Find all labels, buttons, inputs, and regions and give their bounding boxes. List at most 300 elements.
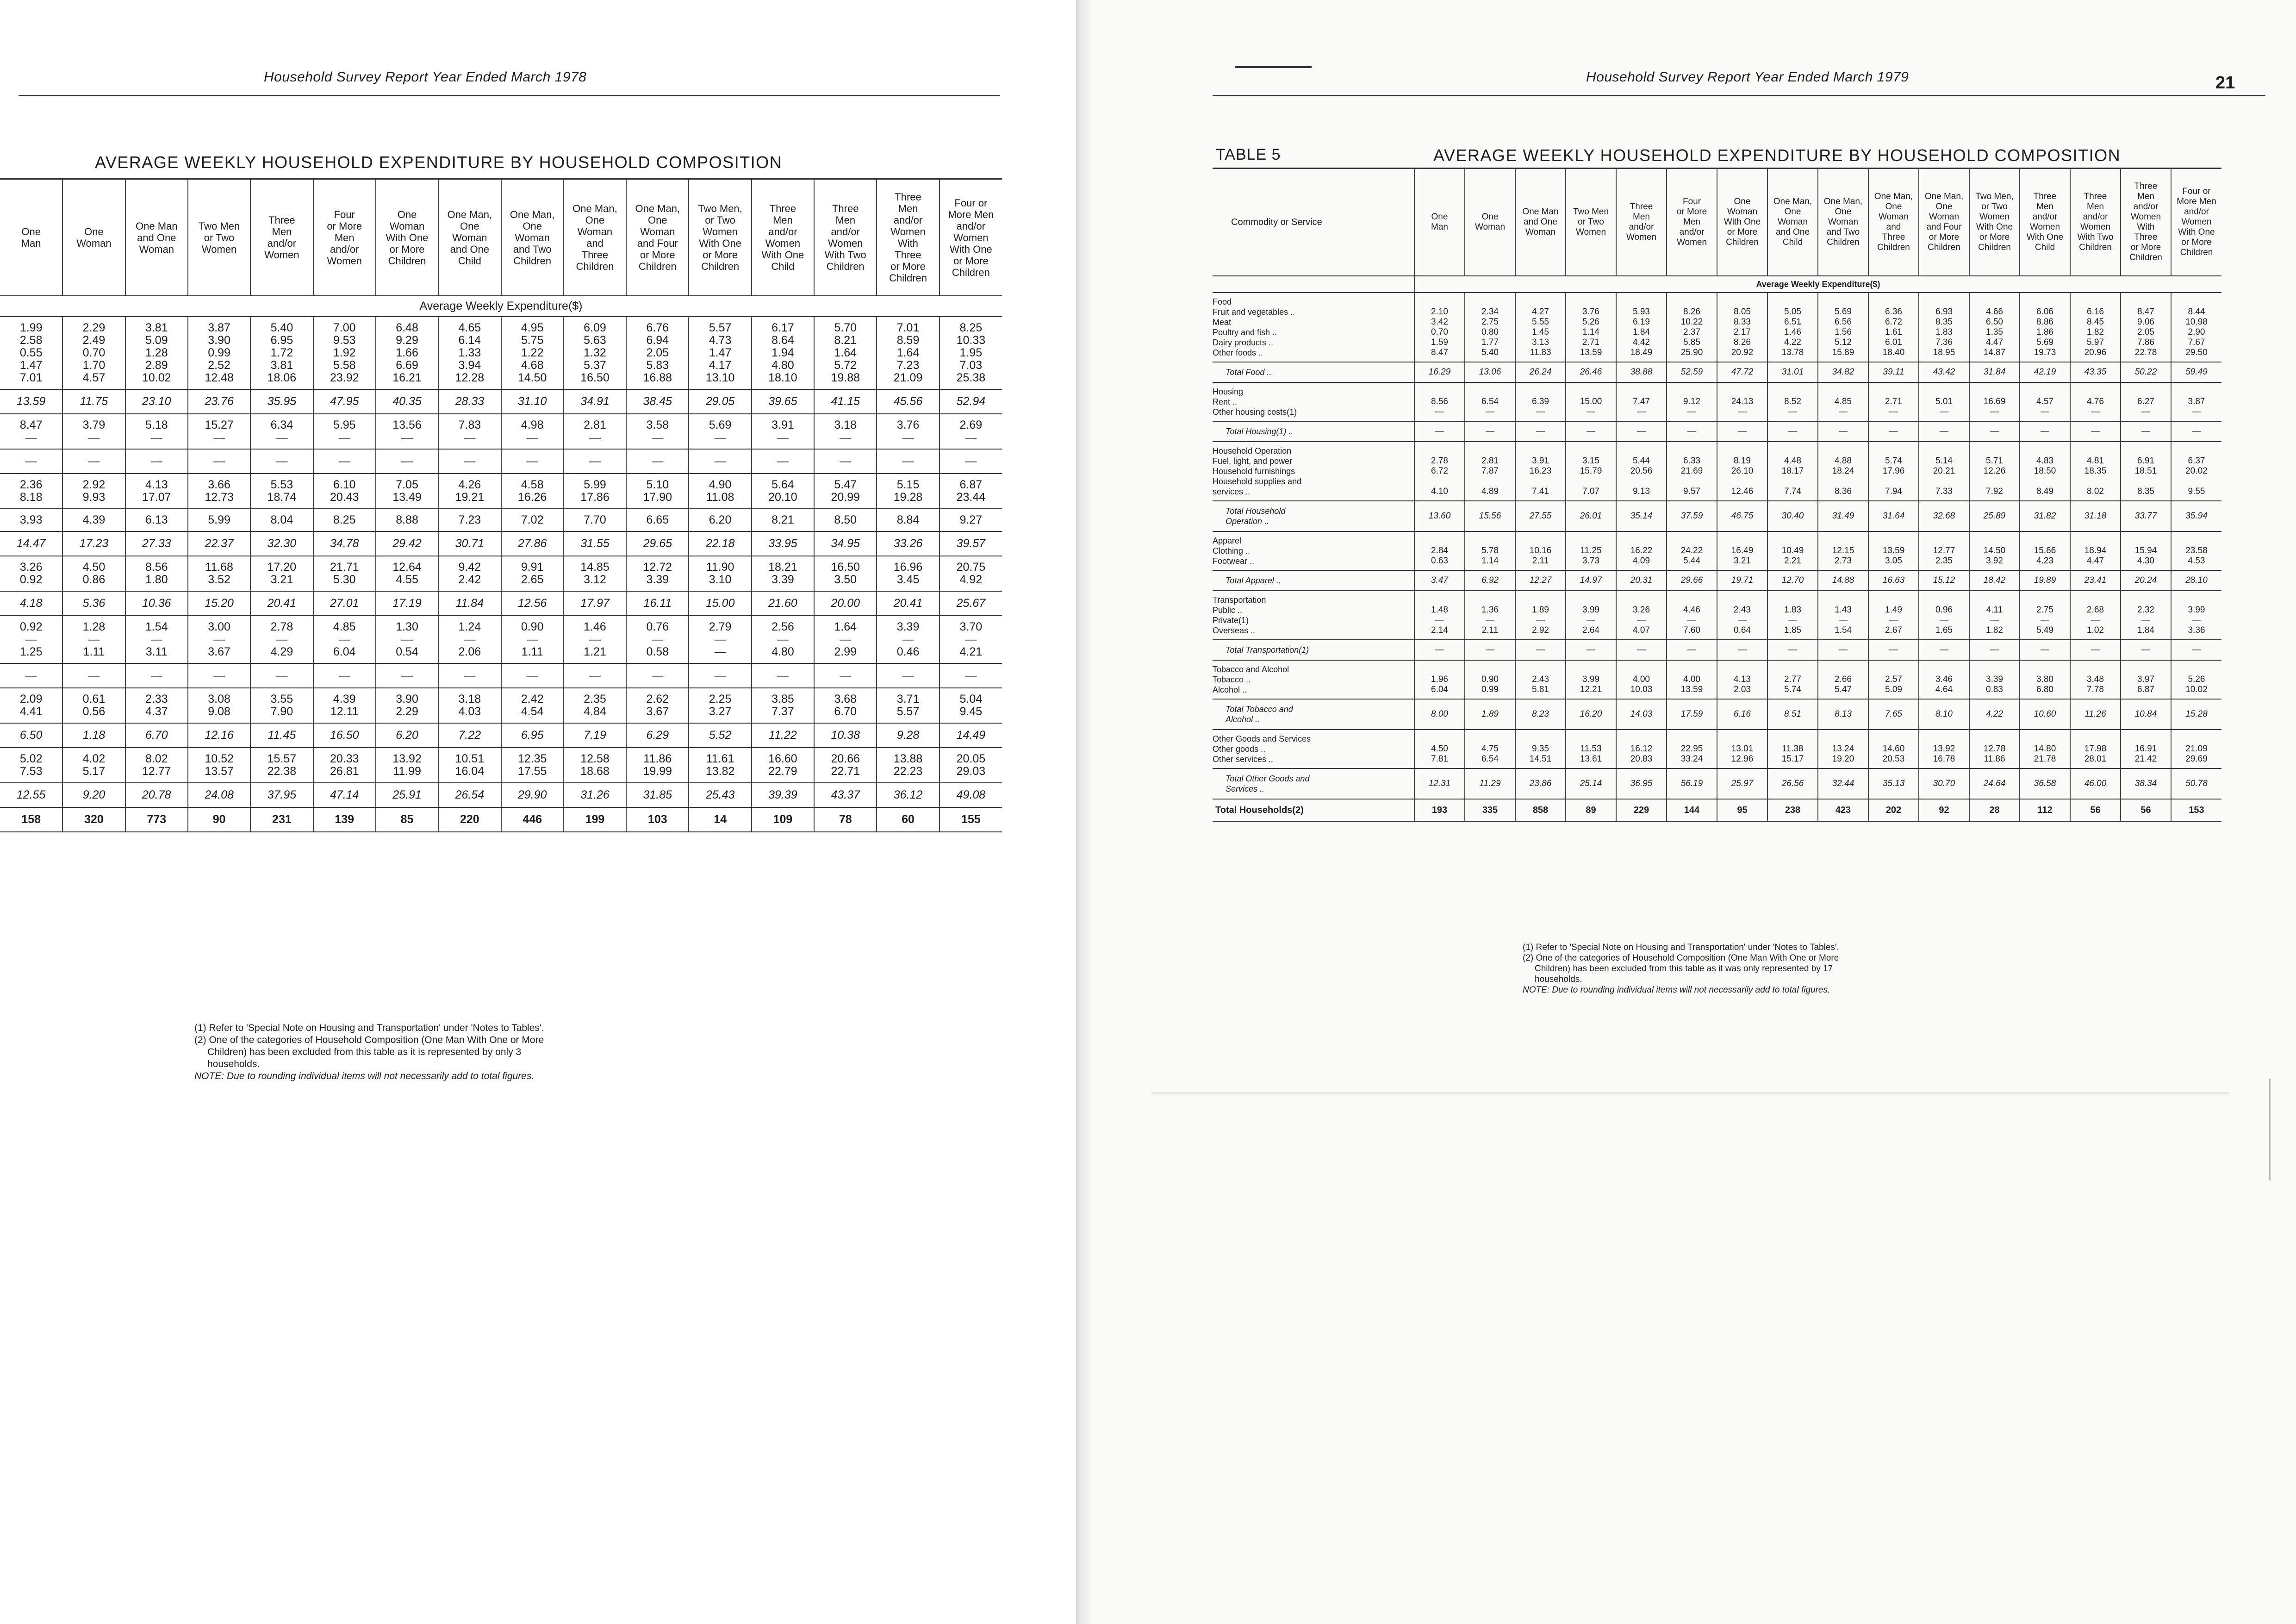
table-cell: 2.32 — 1.84 — [2121, 591, 2171, 640]
table-cell: — — [1566, 640, 1616, 660]
table-cell: 3.00 — 3.67 — [188, 616, 250, 663]
table-cell: — — [689, 663, 751, 688]
table-cell: — — [188, 449, 250, 474]
table-cell: 4.46 — 7.60 — [1667, 591, 1717, 640]
table-cell: 9.20 — [62, 783, 125, 807]
table-cell: 24.13 — — [1717, 382, 1767, 421]
table-cell: 18.21 3.39 — [752, 556, 814, 591]
table-cell: 4.00 10.03 — [1616, 660, 1667, 699]
column-header: Three Men and/or Women With Two Children — [814, 179, 877, 296]
table-cell: 23.10 — [125, 389, 188, 414]
book-spine — [1076, 0, 1091, 1624]
column-header: Three Men and/or Women — [250, 179, 313, 296]
table-cell: — — [2020, 640, 2070, 660]
table-cell: 2.77 5.74 — [1767, 660, 1818, 699]
table-cell: 95 — [1717, 799, 1767, 821]
table-cell: 6.10 20.43 — [313, 474, 376, 509]
table-cell: 5.44 20.56 9.13 — [1616, 442, 1667, 501]
table-cell: 52.94 — [940, 389, 1002, 414]
table-cell: 3.71 5.57 — [877, 688, 939, 723]
table-cell: 8.56 — — [1414, 382, 1465, 421]
table-cell: 7.65 — [1868, 699, 1919, 730]
table-cell: 2.43 — 0.64 — [1717, 591, 1767, 640]
table-cell: 28 — [1969, 799, 2020, 821]
table-cell: 15.00 — [689, 591, 751, 616]
right-note-italic: NOTE: Due to rounding individual items will not necessarily add to total figures. — [1523, 985, 1830, 995]
data-row — [0, 556, 1002, 591]
left-notes — [194, 1022, 842, 1082]
table-cell: 31.26 — [564, 783, 626, 807]
column-header: Two Men, or Two Women With One or More Children — [689, 179, 751, 296]
table-cell: 423 — [1818, 799, 1868, 821]
table-cell: 5.99 — [188, 509, 250, 531]
table-cell: 23.58 4.53 — [2171, 531, 2221, 570]
table-cell: 158 — [0, 807, 62, 832]
row-label: Total Transportation(1) — [1213, 640, 1414, 660]
table-cell: 16.50 3.50 — [814, 556, 877, 591]
column-header: One Woman With One or More Children — [376, 179, 438, 296]
table-cell: 3.90 2.29 — [376, 688, 438, 723]
left-table-title: AVERAGE WEEKLY HOUSEHOLD EXPENDITURE BY HOUSEHOLD COMPOSITION — [95, 153, 783, 172]
table-cell: 26.01 — [1566, 501, 1616, 531]
table-cell: 8.56 1.80 — [125, 556, 188, 591]
left-note-line: (2) One of the categories of Household Composition (One Man With One or More — [194, 1035, 544, 1045]
table-cell: 39.65 — [752, 389, 814, 414]
table-cell: 13.92 16.78 — [1919, 730, 1969, 768]
table-cell: 6.95 — [501, 723, 564, 748]
table-cell: 30.71 — [438, 531, 501, 556]
table-cell: 7.05 13.49 — [376, 474, 438, 509]
table-cell: — — [376, 663, 438, 688]
table-cell: 36.58 — [2020, 768, 2070, 799]
table-cell: — — [501, 449, 564, 474]
table-cell: 6.17 8.64 1.94 4.80 18.10 — [752, 317, 814, 389]
table-cell: 1.83 — 1.85 — [1767, 591, 1818, 640]
table-cell: 3.18 — — [814, 414, 877, 449]
table-cell: 27.33 — [125, 531, 188, 556]
table-cell: 9.27 — [940, 509, 1002, 531]
table-cell: 21.71 5.30 — [313, 556, 376, 591]
table-cell: 4.58 16.26 — [501, 474, 564, 509]
table-cell: 1.49 — 2.67 — [1868, 591, 1919, 640]
table-cell: 17.59 — [1667, 699, 1717, 730]
table-cell: 31.10 — [501, 389, 564, 414]
table-cell: — — [752, 663, 814, 688]
table-cell: 8.13 — [1818, 699, 1868, 730]
column-header: One Man, One Woman and Two Children — [1818, 169, 1868, 276]
table-cell: 10.16 2.11 — [1515, 531, 1566, 570]
table-cell: 34.82 — [1818, 362, 1868, 382]
table-cell: 35.13 — [1868, 768, 1919, 799]
table-cell: 4.11 — 1.82 — [1969, 591, 2020, 640]
table-cell: 18.42 — [1969, 570, 2020, 591]
table-cell: 11.53 13.61 — [1566, 730, 1616, 768]
table-cell: 6.27 — — [2121, 382, 2171, 421]
table-cell: 3.47 — [1414, 570, 1465, 591]
table-cell: 27.86 — [501, 531, 564, 556]
table-cell: 7.70 — [564, 509, 626, 531]
table-cell: 6.34 — — [250, 414, 313, 449]
table-cell: 5.05 6.51 1.46 4.22 13.78 — [1767, 293, 1818, 362]
table-cell: 15.12 — [1919, 570, 1969, 591]
table-cell: 0.76 — 0.58 — [626, 616, 689, 663]
table-cell: 3.70 — 4.21 — [940, 616, 1002, 663]
table-cell: 4.83 18.50 8.49 — [2020, 442, 2070, 501]
table-cell: 20.33 26.81 — [313, 748, 376, 783]
table-cell: 4.98 — — [501, 414, 564, 449]
table-cell: 13.06 — [1465, 362, 1515, 382]
table-cell: 4.27 5.55 1.45 3.13 11.83 — [1515, 293, 1566, 362]
table-cell: — — [940, 449, 1002, 474]
table-cell: — — [1818, 640, 1868, 660]
total-row — [1213, 699, 2221, 730]
column-header: Three Men and/or Women With Two Children — [2070, 169, 2121, 276]
table-cell: — — [501, 663, 564, 688]
table-cell: 15.00 — — [1566, 382, 1616, 421]
row-label: Total Tobacco and Alcohol .. — [1213, 699, 1414, 730]
table-cell: 14.03 — [1616, 699, 1667, 730]
table-cell: 43.37 — [814, 783, 877, 807]
table-cell: 26.24 — [1515, 362, 1566, 382]
table-cell: 11.75 — [62, 389, 125, 414]
table-cell: 38.45 — [626, 389, 689, 414]
left-header-rule — [19, 95, 1000, 96]
total-row — [0, 663, 1002, 688]
table-cell: 6.13 — [125, 509, 188, 531]
table-cell: 2.81 — — [564, 414, 626, 449]
table-cell: 40.35 — [376, 389, 438, 414]
table-cell: 20.00 — [814, 591, 877, 616]
table-cell: 33.95 — [752, 531, 814, 556]
table-cell: 446 — [501, 807, 564, 832]
table-cell: 0.96 — 1.65 — [1919, 591, 1969, 640]
table-cell: 5.70 8.21 1.64 5.72 19.88 — [814, 317, 877, 389]
table-cell: 13.59 — [0, 389, 62, 414]
table-cell: — — [250, 663, 313, 688]
table-cell: — — [438, 663, 501, 688]
row-label: Food Fruit and vegetables .. Meat Poultry and fish .. Dairy products .. Other foods .. — [1213, 293, 1414, 362]
table-cell: — — [1969, 421, 2020, 442]
table-cell: 2.33 4.37 — [125, 688, 188, 723]
column-header: One Man, One Woman and Two Children — [501, 179, 564, 296]
table-cell: 29.90 — [501, 783, 564, 807]
table-cell: 89 — [1566, 799, 1616, 821]
table-cell: 16.11 — [626, 591, 689, 616]
table-cell: 29.05 — [689, 389, 751, 414]
table-cell: 4.65 6.14 1.33 3.94 12.28 — [438, 317, 501, 389]
table-cell: — — [62, 663, 125, 688]
table-cell: — — [1515, 640, 1566, 660]
table-cell: — — [564, 449, 626, 474]
table-cell: 9.91 2.65 — [501, 556, 564, 591]
table-cell: 2.62 3.67 — [626, 688, 689, 723]
table-cell: 30.70 — [1919, 768, 1969, 799]
table-cell: 1.96 6.04 — [1414, 660, 1465, 699]
table-cell: 3.99 12.21 — [1566, 660, 1616, 699]
table-cell: — — [1616, 640, 1667, 660]
row-label: Transportation Public .. Private(1) Overseas .. — [1213, 591, 1414, 640]
table-cell: 4.57 — — [2020, 382, 2070, 421]
row-label: Total Housing(1) .. — [1213, 421, 1414, 442]
table-cell: 5.04 9.45 — [940, 688, 1002, 723]
table-cell: 4.13 17.07 — [125, 474, 188, 509]
table-cell: 2.42 4.54 — [501, 688, 564, 723]
column-header: One Man — [1414, 169, 1465, 276]
table-cell: — — [125, 663, 188, 688]
total-row — [1213, 640, 2221, 660]
table-cell: 23.76 — [188, 389, 250, 414]
table-cell: 2.29 2.49 0.70 1.70 4.57 — [62, 317, 125, 389]
table-cell: 25.43 — [689, 783, 751, 807]
left-note-italic: NOTE: Due to rounding individual items will not necessarily add to total figures. — [194, 1071, 535, 1081]
table-cell: 8.88 — [376, 509, 438, 531]
table-cell: 3.97 6.87 — [2121, 660, 2171, 699]
table-1978 — [0, 178, 1002, 832]
table-cell: 56.19 — [1667, 768, 1717, 799]
data-row — [0, 688, 1002, 723]
table-cell: 15.57 22.38 — [250, 748, 313, 783]
table-cell: 52.59 — [1667, 362, 1717, 382]
table-cell: 34.91 — [564, 389, 626, 414]
table-cell: 155 — [940, 807, 1002, 832]
table-cell: 6.33 21.69 9.57 — [1667, 442, 1717, 501]
table-cell: 21.60 — [752, 591, 814, 616]
table-cell: 16.29 — [1414, 362, 1465, 382]
table-cell: 5.64 20.10 — [752, 474, 814, 509]
table-cell: 2.43 5.81 — [1515, 660, 1566, 699]
table-cell: — — [313, 449, 376, 474]
table-cell: — — [689, 449, 751, 474]
table-cell: 78 — [814, 807, 877, 832]
table-cell: 24.22 5.44 — [1667, 531, 1717, 570]
table-cell: 3.08 9.08 — [188, 688, 250, 723]
table-cell: 47.95 — [313, 389, 376, 414]
table-cell: 5.71 12.26 7.92 — [1969, 442, 2020, 501]
table-cell: 8.21 — [752, 509, 814, 531]
right-notes — [1523, 942, 2124, 995]
table-cell: 6.48 9.29 1.66 6.69 16.21 — [376, 317, 438, 389]
average-label: Average Weekly Expenditure($) — [0, 296, 1002, 317]
table-cell: 1.89 — 2.92 — [1515, 591, 1566, 640]
table-cell: 12.78 11.86 — [1969, 730, 2020, 768]
table-cell: 47.72 — [1717, 362, 1767, 382]
table-cell: — — [877, 663, 939, 688]
table-cell: 5.52 — [689, 723, 751, 748]
table-cell: 4.39 12.11 — [313, 688, 376, 723]
table-cell: 6.16 — [1717, 699, 1767, 730]
table-cell: 231 — [250, 807, 313, 832]
table-cell: 4.22 — [1969, 699, 2020, 730]
table-cell: — — [2171, 640, 2221, 660]
column-header: One Man, One Woman and Three Children — [1868, 169, 1919, 276]
table-cell: 12.77 2.35 — [1919, 531, 1969, 570]
table-cell: 11.84 — [438, 591, 501, 616]
table-cell: 5.74 17.96 7.94 — [1868, 442, 1919, 501]
table-cell: 8.23 — [1515, 699, 1566, 730]
table-cell: 6.39 — — [1515, 382, 1566, 421]
table-cell: 43.42 — [1919, 362, 1969, 382]
table-cell: 10.51 16.04 — [438, 748, 501, 783]
table-cell: 2.84 0.63 — [1414, 531, 1465, 570]
column-header: One Man — [0, 179, 62, 296]
table-cell: 56 — [2070, 799, 2121, 821]
table-cell: 17.23 — [62, 531, 125, 556]
table-cell: 12.15 2.73 — [1818, 531, 1868, 570]
table-cell: 2.09 4.41 — [0, 688, 62, 723]
table-cell: 49.08 — [940, 783, 1002, 807]
table-cell: 3.79 — — [62, 414, 125, 449]
table-cell: 41.15 — [814, 389, 877, 414]
table-cell: 2.79 — — — [689, 616, 751, 663]
table-cell: 3.76 5.26 1.14 2.71 13.59 — [1566, 293, 1616, 362]
table-cell: 320 — [62, 807, 125, 832]
column-header: Three Men and/or Women With One Child — [752, 179, 814, 296]
table-cell: 11.45 — [250, 723, 313, 748]
column-header: One Man, One Woman and One Child — [1767, 169, 1818, 276]
table-cell: 9.28 — [877, 723, 939, 748]
table-cell: 12.16 — [188, 723, 250, 748]
table-cell: — — [752, 449, 814, 474]
column-header: One Man and One Woman — [125, 179, 188, 296]
table-cell: 34.78 — [313, 531, 376, 556]
households-row — [1213, 799, 2221, 821]
row-label: Total Households(2) — [1213, 799, 1414, 821]
table-cell: 5.99 17.86 — [564, 474, 626, 509]
table-cell: 2.78 6.72 4.10 — [1414, 442, 1465, 501]
table-cell: 12.72 3.39 — [626, 556, 689, 591]
table-1978-body — [0, 296, 1002, 832]
table-cell: — — [877, 449, 939, 474]
table-cell: 199 — [564, 807, 626, 832]
table-cell: — — [1868, 640, 1919, 660]
table-cell: 8.52 — — [1767, 382, 1818, 421]
table-cell: 1.36 — 2.11 — [1465, 591, 1515, 640]
table-cell: 13.88 22.23 — [877, 748, 939, 783]
table-cell: 7.02 — [501, 509, 564, 531]
table-cell: 3.58 — — [626, 414, 689, 449]
table-cell: 335 — [1465, 799, 1515, 821]
table-cell: 2.57 5.09 — [1868, 660, 1919, 699]
table-cell: 13.01 12.96 — [1717, 730, 1767, 768]
table-cell: 3.66 12.73 — [188, 474, 250, 509]
table-cell: 1.48 — 2.14 — [1414, 591, 1465, 640]
table-cell: 8.47 9.06 2.05 7.86 22.78 — [2121, 293, 2171, 362]
table-cell: 5.40 6.95 1.72 3.81 18.06 — [250, 317, 313, 389]
table-cell: 3.87 3.90 0.99 2.52 12.48 — [188, 317, 250, 389]
data-row — [1213, 442, 2221, 501]
page-number: 21 — [2215, 73, 2235, 93]
table-cell: 14.85 3.12 — [564, 556, 626, 591]
table-cell: — — [125, 449, 188, 474]
table-cell: — — [814, 449, 877, 474]
table-cell: 33.77 — [2121, 501, 2171, 531]
total-row — [1213, 768, 2221, 799]
column-header: One Man, One Woman and One Child — [438, 179, 501, 296]
table-cell: 46.00 — [2070, 768, 2121, 799]
table-cell: 3.39 0.83 — [1969, 660, 2020, 699]
table-cell: — — [626, 449, 689, 474]
table-cell: 9.42 2.42 — [438, 556, 501, 591]
table-cell: 5.93 6.19 1.84 4.42 18.49 — [1616, 293, 1667, 362]
table-cell: — — [1616, 421, 1667, 442]
table-cell: 16.96 3.45 — [877, 556, 939, 591]
table-cell: 11.29 — [1465, 768, 1515, 799]
table-cell: 3.26 — 4.07 — [1616, 591, 1667, 640]
table-cell: 2.34 2.75 0.80 1.77 5.40 — [1465, 293, 1515, 362]
right-table-title: AVERAGE WEEKLY HOUSEHOLD EXPENDITURE BY HOUSEHOLD COMPOSITION — [1433, 146, 2121, 165]
table-cell: — — [1767, 640, 1818, 660]
table-cell: 6.29 — [626, 723, 689, 748]
table-cell: 2.56 — 4.80 — [752, 616, 814, 663]
table-cell: 26.54 — [438, 783, 501, 807]
column-header: One Man and One Woman — [1515, 169, 1566, 276]
table-cell: 2.35 4.84 — [564, 688, 626, 723]
table-cell: — — [1969, 640, 2020, 660]
table-cell: 5.57 4.73 1.47 4.17 13.10 — [689, 317, 751, 389]
table-cell: 5.14 20.21 7.33 — [1919, 442, 1969, 501]
table-cell: 7.22 — [438, 723, 501, 748]
table-cell: 3.87 — — [2171, 382, 2221, 421]
table-cell: 29.66 — [1667, 570, 1717, 591]
table-cell: 6.16 8.45 1.82 5.97 20.96 — [2070, 293, 2121, 362]
table-cell: — — [1767, 421, 1818, 442]
table-cell: 10.49 2.21 — [1767, 531, 1818, 570]
table-cell: 9.12 — — [1667, 382, 1717, 421]
table-cell: 2.10 3.42 0.70 1.59 8.47 — [1414, 293, 1465, 362]
table-cell: 56 — [2121, 799, 2171, 821]
table-cell: 2.75 — 5.49 — [2020, 591, 2070, 640]
table-cell: — — [2171, 421, 2221, 442]
table-cell: 8.25 10.33 1.95 7.03 25.38 — [940, 317, 1002, 389]
table-cell: 31.84 — [1969, 362, 2020, 382]
table-cell: 5.69 6.56 1.56 5.12 15.89 — [1818, 293, 1868, 362]
total-row — [1213, 362, 2221, 382]
data-row — [1213, 293, 2221, 362]
table-cell: 220 — [438, 807, 501, 832]
table-cell: 10.38 — [814, 723, 877, 748]
table-cell: 4.39 — [62, 509, 125, 531]
table-cell: 15.27 — — [188, 414, 250, 449]
table-cell: 28.10 — [2171, 570, 2221, 591]
table-cell: 7.83 — — [438, 414, 501, 449]
right-note-line: (1) Refer to 'Special Note on Housing and Transportation' under 'Notes to Tables'. — [1523, 943, 1839, 952]
table-cell: 37.95 — [250, 783, 313, 807]
table-cell: 8.02 12.77 — [125, 748, 188, 783]
table-cell: 20.05 29.03 — [940, 748, 1002, 783]
table-cell: 11.38 15.17 — [1767, 730, 1818, 768]
table-cell: 0.61 0.56 — [62, 688, 125, 723]
table-cell: 6.70 — [125, 723, 188, 748]
data-row — [0, 509, 1002, 531]
row-label: Apparel Clothing .. Footwear .. — [1213, 531, 1414, 570]
table-cell: 1.46 — 1.21 — [564, 616, 626, 663]
table-cell: 7.23 — [438, 509, 501, 531]
table-cell: 20.66 22.71 — [814, 748, 877, 783]
left-page — [0, 0, 1076, 1624]
table-cell: 36.95 — [1616, 768, 1667, 799]
table-cell: 11.22 — [752, 723, 814, 748]
table-cell: 22.18 — [689, 531, 751, 556]
table-cell: 4.85 — — [1818, 382, 1868, 421]
table-cell: 21.09 29.69 — [2171, 730, 2221, 768]
table-cell: 35.14 — [1616, 501, 1667, 531]
table-cell: 109 — [752, 807, 814, 832]
data-row — [0, 317, 1002, 389]
column-header: One Woman With One or More Children — [1717, 169, 1767, 276]
table-cell: — — [1717, 421, 1767, 442]
table-cell: 2.78 — 4.29 — [250, 616, 313, 663]
row-label: Total Apparel .. — [1213, 570, 1414, 591]
